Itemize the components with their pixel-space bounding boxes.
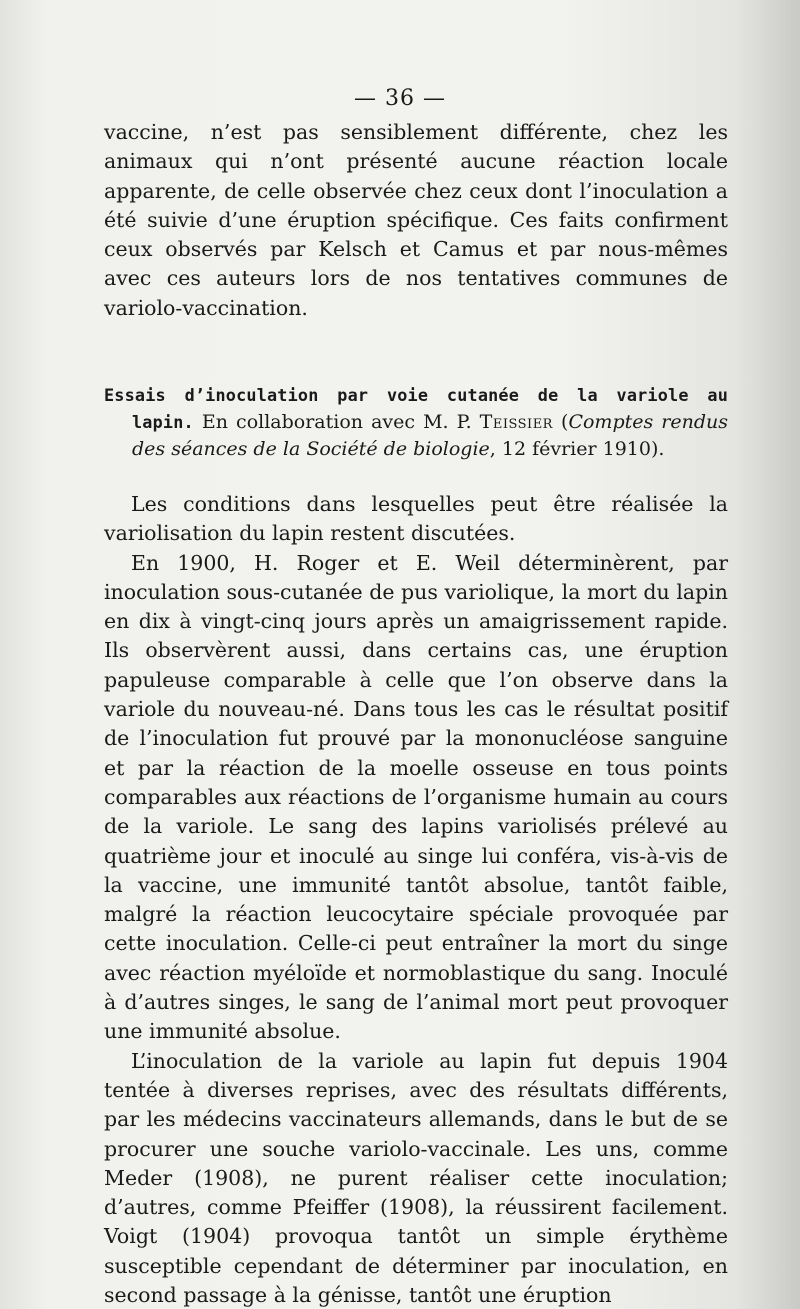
heading-source: Comptes rendus des séances de la Société de biologie	[132, 411, 729, 460]
heading-date: , 12 février 1910).	[489, 438, 665, 460]
paragraph-top-text: vaccine, n’est pas sensiblement différente, chez les animaux qui n’ont présenté aucune réaction locale apparente, de celle observée chez ceux dont l’inoculation a été suivie d’une éruption spécifique. Ces faits confirment ceux observés par Kelsch et Camus et par nous-mêmes avec ces auteurs lors de nos tentatives communes de variolo-vaccination.	[104, 120, 728, 320]
body-text	[104, 490, 728, 1309]
heading-collab-prefix: En collaboration avec M. P.	[193, 411, 480, 433]
heading-collab-name: Teissier	[479, 411, 553, 433]
paragraph: En 1900, H. Roger et E. Weil déterminèrent, par inoculation sous-cutanée de pus variolique, la mort du lapin en dix à vingt-cinq jours après un amaigrissement rapide. Ils observèrent aussi, dans certains cas, une éruption papuleuse comparable à celle que l’on observe dans la variole du nouveau-né. Dans tous les cas le résultat positif de l’inoculation fut prouvé par la mononucléose sanguine et par la réaction de la moelle osseuse en tous points comparables aux réactions de l’organisme humain au cours de la variole. Le sang des lapins variolisés prélevé au quatrième jour et inoculé au singe lui conféra, vis-à-vis de la vaccine, une immunité tantôt absolue, tantôt faible, malgré la réaction leucocytaire spéciale provoquée par cette inoculation. Celle-ci peut entraîner la mort du singe avec réaction myéloïde et normoblastique du sang. Inoculé à d’autres singes, le sang de l’animal mort peut provoquer une immunité absolue.	[104, 550, 728, 1044]
paragraph: Les conditions dans lesquelles peut être réalisée la variolisation du lapin restent discutées.	[104, 492, 728, 546]
heading-paren-open: (	[552, 411, 569, 433]
paragraph-top	[104, 118, 728, 323]
heading-title: Essais d’inoculation par voie cutanée de la variole au lapin.	[104, 385, 728, 432]
section-heading	[104, 382, 728, 463]
page-number: — 36 —	[354, 86, 446, 111]
section-heading-text	[104, 382, 728, 463]
paragraph: L’inoculation de la variole au lapin fut depuis 1904 tentée à diverses reprises, avec des résultats différents, par les médecins vaccinateurs allemands, dans le but de se procurer une souche variolo-vaccinale. Les uns, comme Meder (1908), ne purent réaliser cette inoculation; d’autres, comme Pfeiffer (1908), la réussirent facilement. Voigt (1904) provoqua tantôt un simple érythème susceptible cependant de déterminer par inoculation, en second passage à la génisse, tantôt une éruption	[104, 1048, 728, 1308]
